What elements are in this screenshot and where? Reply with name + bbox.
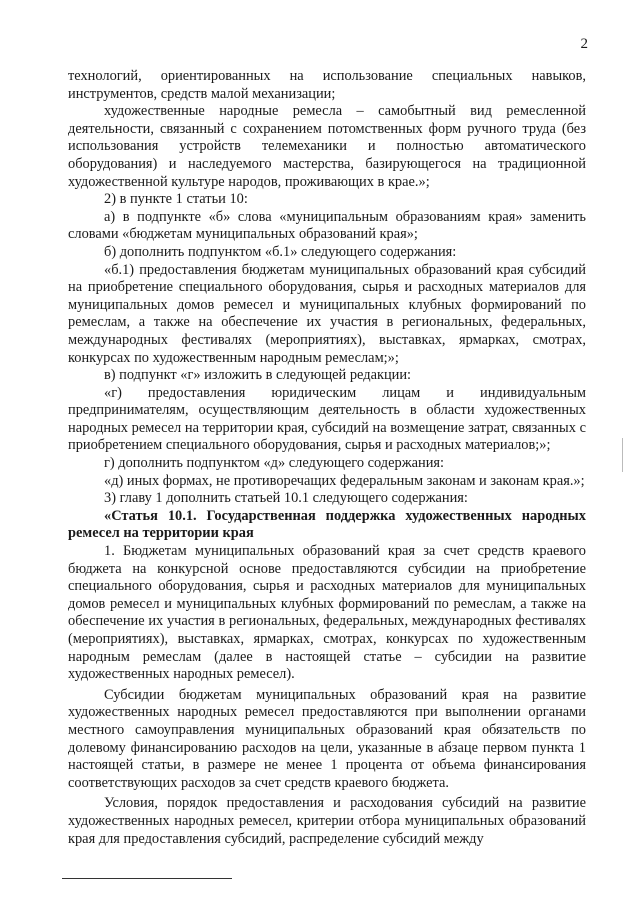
article-heading: «Статья 10.1. Государственная поддержка художественных народных ремесел на территории края xyxy=(68,507,586,542)
paragraph: «б.1) предоставления бюджетам муниципальных образований края субсидий на приобретение специального оборудования, сырья и расходных материалов для муниципальных домов ремесел и муниципальных клубных формирований по ремеслам, а также на обеспечение их участия в региональных, федеральных, международных фестивалях (мероприятиях), выставках, ярмарках, смотрах, конкурсах по художественным народным ремеслам;»; xyxy=(68,261,586,366)
footer-rule xyxy=(62,878,232,879)
paragraph: 2) в пункте 1 статьи 10: xyxy=(104,191,248,208)
paragraph: а) в подпункте «б» слова «муниципальным образованиям края» заменить словами «бюджетам муниципальных образований края»; xyxy=(68,208,586,243)
paragraph: Субсидии бюджетам муниципальных образований края на развитие художественных народных ремесел предоставляются при выполнении органами местного самоуправления муниципальных образований края обязательств по долевому финансированию расходов на цели, указанные в абзаце первом пункта 1 настоящей статьи, в размере не менее 1 процента от объема финансирования соответствующих расходов за счет средств краевого бюджета. xyxy=(68,686,586,791)
paragraph: 3) главу 1 дополнить статьей 10.1 следующего содержания: xyxy=(104,490,468,507)
paragraph: б) дополнить подпунктом «б.1» следующего содержания: xyxy=(104,243,457,260)
scan-artifact-line xyxy=(622,438,623,472)
paragraph: в) подпункт «г» изложить в следующей редакции: xyxy=(104,367,412,384)
paragraph: технологий, ориентированных на использование специальных навыков, инструментов, средств малой механизации; xyxy=(68,68,586,102)
document-body xyxy=(68,68,586,848)
page-number: 2 xyxy=(580,36,588,52)
paragraph: «г) предоставления юридическим лицам и индивидуальным предпринимателям, осуществляющим деятельность в области художественных народных ремесел на территории края, субсидий на возмещение затрат, связанных с приобретением специального оборудования, сырья и расходных материалов;»; xyxy=(68,384,586,454)
paragraph: Условия, порядок предоставления и расходования субсидий на развитие художественных народных ремесел, критерии отбора муниципальных образований края для предоставления субсидий, распределение субсидий между xyxy=(68,795,586,847)
paragraph: г) дополнить подпунктом «д» следующего содержания: xyxy=(104,455,445,472)
paragraph: художественные народные ремесла – самобытный вид ремесленной деятельности, связанный с сохранением потомственных форм ручного труда (без использования устройств телемеханики и полностью автоматического оборудования) и наследуемого мастерства, базирующегося на традиционной художественной культуре народов, проживающих в крае.»; xyxy=(68,103,586,190)
paragraph: 1. Бюджетам муниципальных образований края за счет средств краевого бюджета на конкурсной основе предоставляются субсидии на приобретение специального оборудования, сырья и расходных материалов для муниципальных домов ремесел и муниципальных клубных формирований по ремеслам, а также на обеспечение их участия в региональных, федеральных, международных фестивалях (мероприятиях), выставках, ярмарках, смотрах, конкурсах по художественным народным ремеслам (далее в настоящей статье – субсидии на развитие художественных народных ремесел). xyxy=(68,543,586,683)
paragraph: «д) иных формах, не противоречащих федеральным законам и законам края.»; xyxy=(104,472,585,489)
